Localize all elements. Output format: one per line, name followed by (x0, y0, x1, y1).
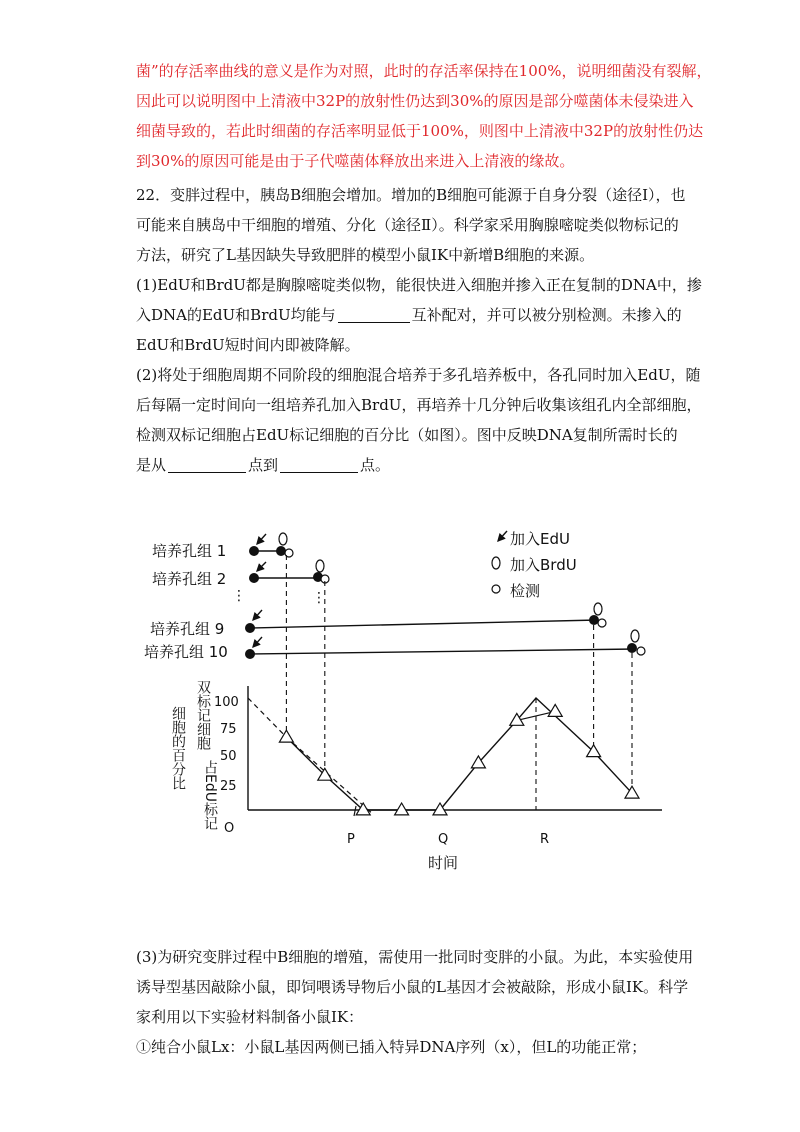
text-line: 方法，研究了L基因缺失导致肥胖的模型小鼠IK中新增B细胞的来源。 (136, 246, 595, 264)
dashed-start-line (248, 698, 286, 737)
text-line: 到30%的原因可能是由于子代噬菌体释放出来进入上清液的缘故。 (136, 152, 575, 170)
text-line: 因此可以说明图中上清液中32P的放射性仍达到30%的原因是部分噬菌体未侵染进入 (136, 92, 694, 110)
legend (492, 530, 577, 600)
y-tick: 50 (220, 749, 237, 764)
text-line: 家利用以下实验材料制备小鼠IK： (136, 1008, 364, 1026)
group-9-timeline (245, 603, 606, 633)
group-label-9: 培养孔组 9 (150, 620, 225, 638)
edu-dot (249, 546, 259, 556)
legend-detect: 检测 (510, 582, 541, 600)
chart-axes (248, 686, 662, 816)
text-line: 检测双标记细胞占EdU标记细胞的百分比（如图）。图中反映DNA复制所需时长的 (136, 426, 678, 444)
group-10-timeline (245, 630, 645, 659)
group-label-1: 培养孔组 1 (152, 542, 227, 560)
y-axis-label (170, 680, 218, 830)
text-line: (3)为研究变胖过程中B细胞的增殖，需使用一批同时变胖的小鼠。为此，本实验使用 (136, 948, 694, 966)
p-tick (354, 806, 356, 816)
brdu-dot (276, 546, 286, 556)
ylabel-col2: 细胞的百分比 (170, 706, 186, 790)
text-line: ①纯合小鼠Lx：小鼠L基因两侧已插入特异DNA序列（x），但L的功能正常； (136, 1038, 647, 1056)
legend-brdu: 加入BrdU (510, 556, 577, 574)
text-fragment: 入DNA的EdU和BrdU均能与 (136, 306, 336, 324)
text-line: 22．变胖过程中，胰岛B细胞会增加。增加的B细胞可能源于自身分裂（途径Ⅰ），也 (136, 186, 686, 204)
text-line: EdU和BrdU短时间内即被降解。 (136, 336, 360, 354)
x-tick-q: Q (438, 832, 449, 847)
group-2-timeline (249, 560, 329, 606)
ylabel-col3: 占EdU标记 (202, 760, 218, 830)
brdu-icon (492, 557, 500, 569)
edu-arrow-icon (498, 531, 507, 541)
y-tick: 25 (220, 779, 237, 794)
text-line: 菌”的存活率曲线的意义是作为对照，此时的存活率保持在100%，说明细菌没有裂解， (136, 62, 712, 80)
text-fragment: 是从 (136, 456, 167, 474)
detect-icon (492, 585, 500, 593)
origin-label: O (224, 821, 235, 836)
series-line (286, 698, 632, 810)
x-ticks (224, 821, 549, 872)
y-tick: 100 (214, 695, 239, 710)
brdu-icon (279, 533, 287, 545)
text-line: (1)EdU和BrdU都是胸腺嘧啶类似物，能很快进入细胞并掺入正在复制的DNA中，掺 (136, 276, 702, 294)
text-fragment: 互补配对，并可以被分别检测。未掺入的 (411, 306, 682, 324)
group-label-10: 培养孔组 10 (144, 643, 228, 661)
ylabel-col1: 双标记细胞 (195, 680, 211, 750)
svg-text:⋮: ⋮ (312, 590, 326, 606)
text-line: 细菌导致的，若此时细菌的存活率明显低于100%，则图中上清液中32P的放射性仍达 (136, 122, 704, 140)
x-tick-r: R (540, 832, 550, 847)
text-fragment: 点到 (248, 456, 279, 474)
data-point-triangle (395, 803, 409, 815)
x-tick-p: P (347, 832, 355, 847)
group-1-timeline (249, 533, 293, 557)
text-line: 诱导型基因敲除小鼠，即饲喂诱导物后小鼠的L基因才会被敲除，形成小鼠IK。科学 (136, 978, 689, 996)
text-line: 后每隔一定时间向一组培养孔加入BrdU，再培养十几分钟后收集该组孔内全部细胞， (136, 396, 702, 414)
chart-plot (248, 555, 639, 815)
legend-edu: 加入EdU (510, 530, 570, 548)
text-fragment: 点。 (360, 456, 391, 474)
text-line: (2)将处于细胞周期不同阶段的细胞混合培养于多孔培养板中，各孔同时加入EdU，随 (136, 366, 701, 384)
text-line: 可能来自胰岛中干细胞的增殖、分化（途径Ⅱ）。科学家采用胸腺嘧啶类似物标记的 (136, 216, 679, 234)
y-tick: 75 (220, 722, 237, 737)
question-22-part-3 (136, 942, 696, 1062)
group-label-2: 培养孔组 2 (152, 570, 227, 588)
ellipsis-mark: ⋮ (232, 588, 246, 604)
x-axis-label: 时间 (428, 854, 459, 872)
